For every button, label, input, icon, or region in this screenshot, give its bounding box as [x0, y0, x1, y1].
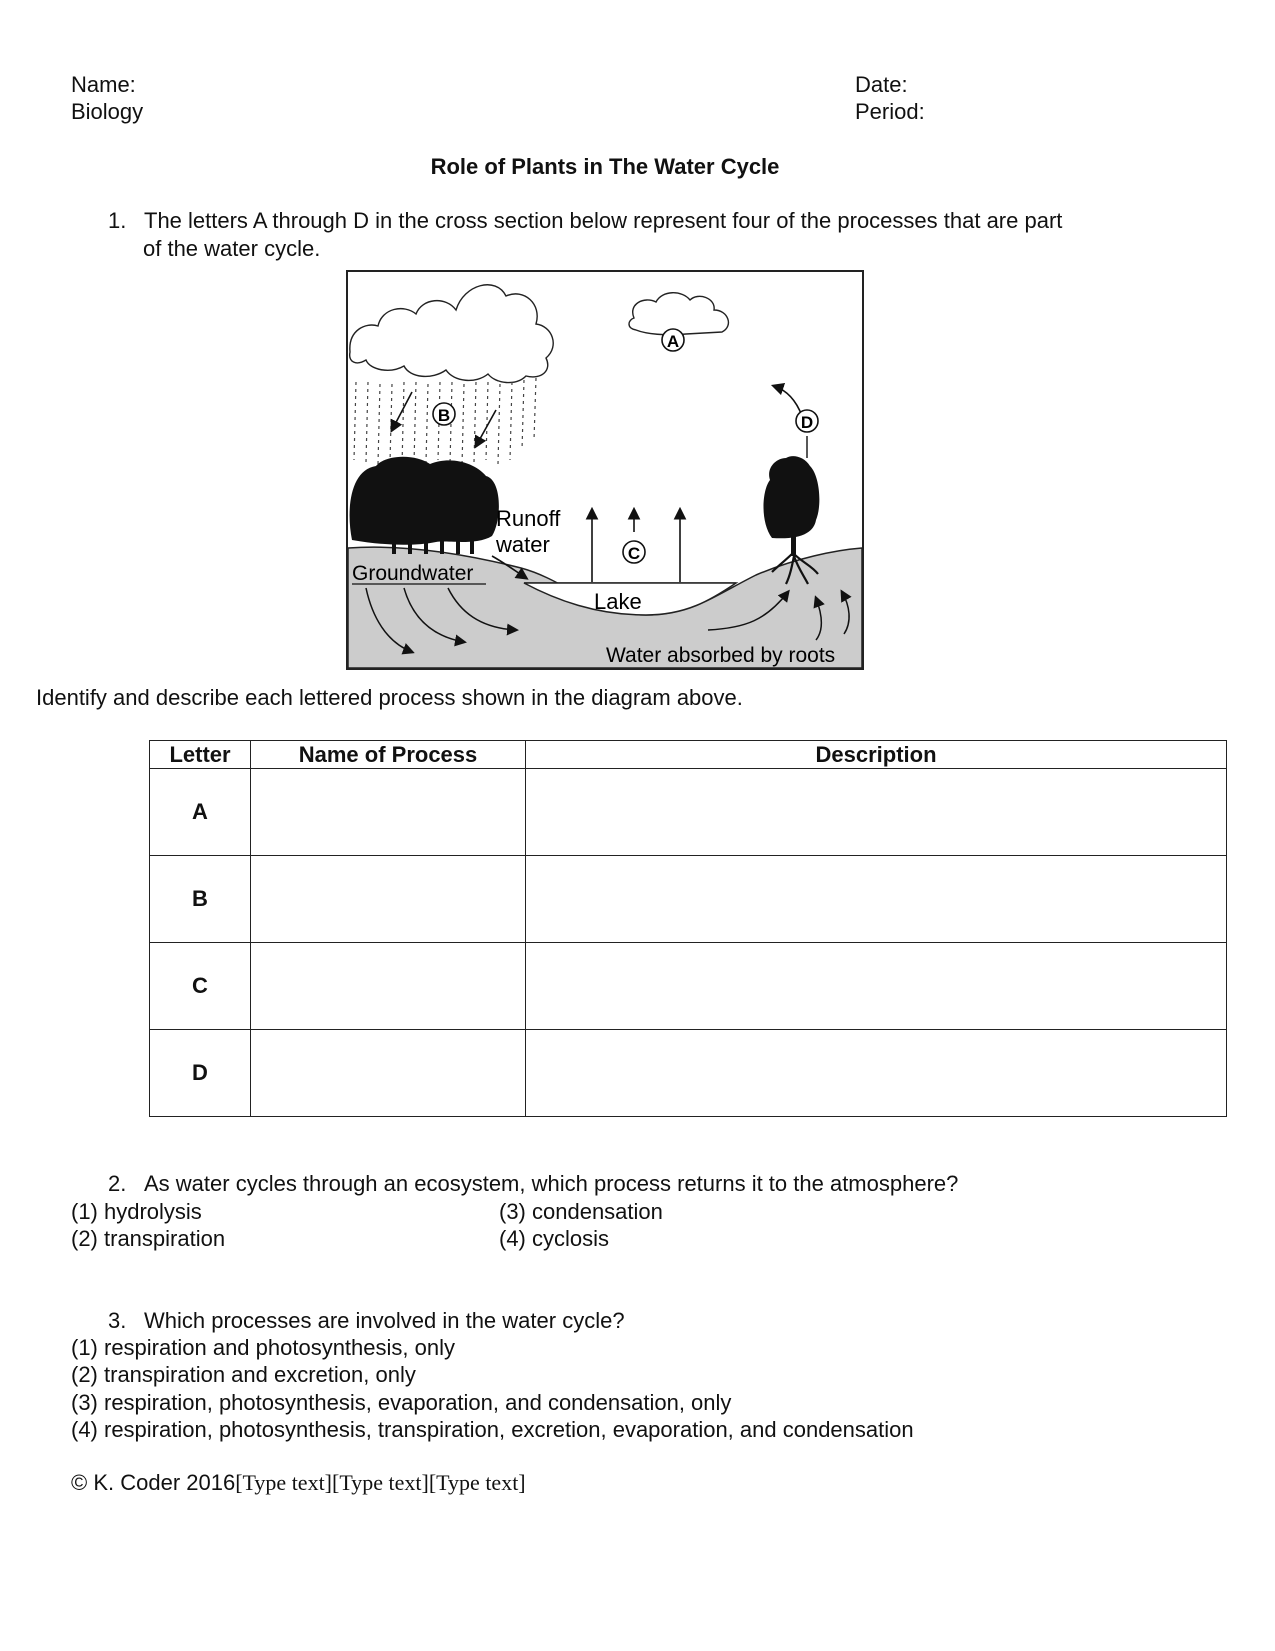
process-table [149, 740, 1227, 1117]
table-row [150, 943, 1227, 1030]
date-label: Date: [855, 72, 908, 97]
type-text-placeholders: [Type text][Type text][Type text] [235, 1470, 526, 1495]
question-1-number: 1. [108, 208, 127, 233]
question-3 [108, 1308, 625, 1334]
question-3-number: 3. [108, 1308, 127, 1333]
table-row [150, 1030, 1227, 1117]
q2-option-4: (4) cyclosis [499, 1226, 610, 1251]
header-letter: Letter [150, 741, 251, 769]
question-1 [108, 208, 1062, 234]
roots-label: Water absorbed by roots [606, 644, 836, 667]
table-row [150, 856, 1227, 943]
header-process: Name of Process [251, 741, 526, 769]
description-cell[interactable] [526, 856, 1227, 943]
question-2-text: As water cycles through an ecosystem, which process returns it to the atmosphere? [144, 1171, 959, 1196]
forest-trees [350, 457, 499, 554]
row-letter: B [150, 856, 251, 943]
q3-option-2: (2) transpiration and excretion, only [71, 1362, 416, 1387]
row-letter: C [150, 943, 251, 1030]
question-1-line-2: of the water cycle. [143, 236, 321, 261]
label-a: A [666, 332, 680, 351]
runoff-label: Runoff [496, 506, 561, 531]
question-3-text: Which processes are involved in the water cycle? [144, 1308, 625, 1333]
q2-option-1: (1) hydrolysis [71, 1199, 202, 1224]
copyright: © K. Coder 2016 [71, 1470, 236, 1495]
instructions: Identify and describe each lettered process shown in the diagram above. [36, 685, 743, 710]
label-b: B [437, 406, 451, 425]
name-label: Name: [71, 72, 136, 97]
description-cell[interactable] [526, 769, 1227, 856]
question-1-line-1: The letters A through D in the cross section below represent four of the processes that are part [144, 208, 1063, 233]
footer [71, 1470, 526, 1496]
q3-option-4: (4) respiration, photosynthesis, transpiration, excretion, evaporation, and condensation [71, 1417, 914, 1442]
table-row [150, 769, 1227, 856]
process-name-cell[interactable] [251, 943, 526, 1030]
description-cell[interactable] [526, 943, 1227, 1030]
process-name-cell[interactable] [251, 856, 526, 943]
header-description: Description [526, 741, 1227, 769]
label-d: D [800, 413, 814, 432]
process-name-cell[interactable] [251, 1030, 526, 1117]
water-cycle-diagram [346, 270, 864, 670]
q2-option-3: (3) condensation [499, 1199, 663, 1224]
q3-option-3: (3) respiration, photosynthesis, evaporation, and condensation, only [71, 1390, 732, 1415]
period-label: Period: [855, 99, 925, 124]
page-title: Role of Plants in The Water Cycle [430, 154, 780, 179]
row-letter: A [150, 769, 251, 856]
row-letter: D [150, 1030, 251, 1117]
subject-label: Biology [71, 99, 144, 124]
runoff-label-2: water [496, 532, 550, 557]
groundwater-label: Groundwater [352, 562, 474, 585]
lake-label: Lake [594, 589, 642, 614]
description-cell[interactable] [526, 1030, 1227, 1117]
question-2-number: 2. [108, 1171, 127, 1196]
q2-option-2: (2) transpiration [71, 1226, 226, 1251]
label-c: C [627, 544, 641, 563]
q3-option-1: (1) respiration and photosynthesis, only [71, 1335, 455, 1360]
question-2 [108, 1171, 958, 1197]
process-name-cell[interactable] [251, 769, 526, 856]
